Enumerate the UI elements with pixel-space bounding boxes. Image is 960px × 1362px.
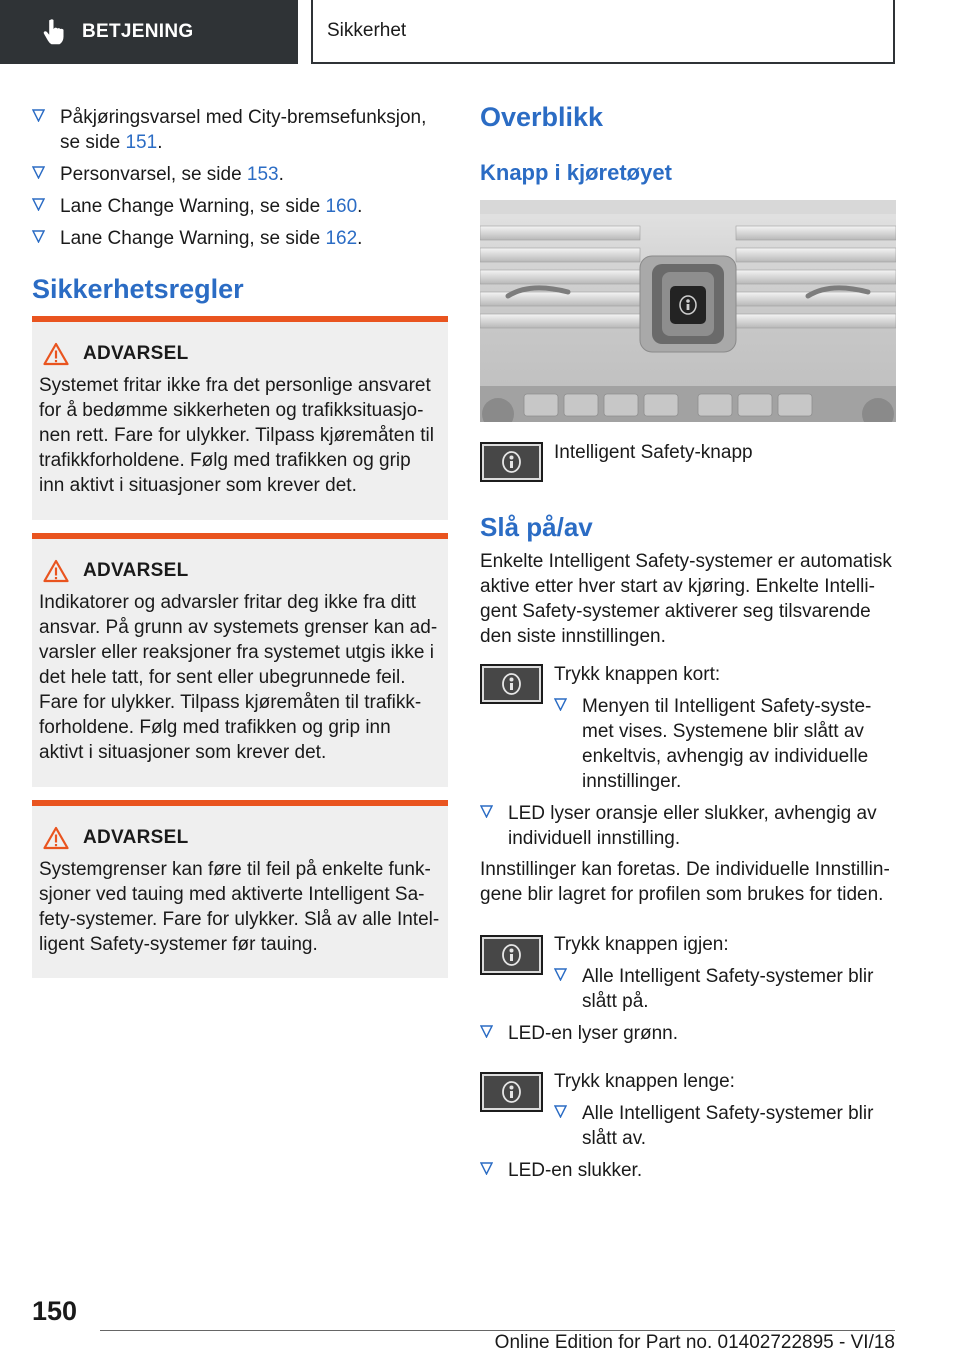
page-link[interactable]: 151: [125, 132, 158, 153]
intelligent-safety-button-icon: [480, 935, 543, 975]
button-in-vehicle-heading: Knapp i kjøretøyet: [480, 160, 672, 185]
triangle-bullet-icon: [554, 968, 567, 981]
page-number: 150: [32, 1296, 78, 1326]
list-item: [480, 801, 896, 851]
triangle-bullet-icon: [480, 1162, 493, 1175]
section-header: [311, 0, 895, 64]
triangle-bullet-icon: [32, 198, 45, 211]
bullet-suffix: .: [157, 132, 163, 153]
button-caption: Intelligent Safety-knapp: [554, 442, 753, 463]
warning-text: Systemgrenser kan føre til feil på enkelte funksjoner ved tauing med aktiverte Intelligent Safety-systemer. Fare for ulykker. Slå av alle Intelligent Safety-systemer før tauing.: [39, 859, 440, 955]
triangle-bullet-icon: [32, 109, 45, 122]
bullet-suffix: .: [278, 164, 284, 185]
triangle-bullet-icon: [554, 1105, 567, 1118]
press-again-text: Trykk knappen igjen:: [554, 934, 729, 955]
warning-box: [32, 316, 448, 520]
list-item: [32, 162, 448, 187]
triangle-bullet-icon: [32, 166, 45, 179]
triangle-bullet-icon: [480, 1025, 493, 1038]
intelligent-safety-button-icon: [480, 664, 543, 704]
bullet-text: Lane Change Warning, se side: [60, 196, 326, 217]
warning-text: Systemet fritar ikke fra det personlige ansvaret for å bedømme sikkerheten og trafikksituasjonen rett. Fare for ulykker. Tilpass kjøremåten til trafikkforholdene. Følg med trafikken og grip inn aktivt i situasjoner som krever det.: [39, 375, 434, 496]
settings-text: Innstillinger kan foretas. De individuelle Innstillingene blir lagret for profilen som brukes for tiden.: [480, 859, 890, 905]
chapter-title: BETJENING: [82, 21, 194, 42]
page-link[interactable]: 162: [325, 228, 358, 249]
warning-box: [32, 800, 448, 978]
bullet-suffix: .: [357, 196, 363, 217]
list-item: [480, 1021, 896, 1046]
bullet-text: Personvarsel, se side: [60, 164, 247, 185]
list-item: [480, 1158, 896, 1183]
bullet-text: Menyen til Intelligent Safety-systemet vises. Systemene blir slått av enkeltvis, avhengig av individuelle innstillinger.: [582, 696, 872, 792]
page-link[interactable]: 153: [246, 164, 279, 185]
bullet-text: LED-en lyser grønn.: [508, 1023, 679, 1044]
intelligent-safety-button-icon: [480, 442, 543, 482]
triangle-bullet-icon: [480, 805, 493, 818]
edition-text: Online Edition for Part no. 01402722895 - VI/18: [494, 1332, 895, 1353]
page-link[interactable]: 160: [325, 196, 358, 217]
chapter-tab[interactable]: [0, 0, 298, 64]
dashboard-button-photo: [480, 200, 896, 422]
on-off-heading: Slå på/av: [480, 512, 593, 542]
list-item: [32, 194, 448, 219]
list-item: [32, 226, 448, 251]
hand-pointer-icon: [42, 18, 68, 46]
warning-title: ADVARSEL: [83, 560, 189, 581]
warning-triangle-icon: [43, 826, 69, 850]
bullet-text: LED-en slukker.: [508, 1160, 643, 1181]
short-press-text: Trykk knappen kort:: [554, 664, 721, 685]
triangle-bullet-icon: [554, 698, 567, 711]
warning-box: [32, 533, 448, 787]
warning-title: ADVARSEL: [83, 343, 189, 364]
section-title: Sikkerhet: [327, 20, 407, 41]
list-item: [554, 694, 896, 794]
bullet-suffix: .: [357, 228, 363, 249]
triangle-bullet-icon: [32, 230, 45, 243]
bullet-text: Alle Intelligent Safety-systemer blir slått av.: [582, 1103, 874, 1149]
intelligent-safety-button-icon: [480, 1072, 543, 1112]
bullet-text: Alle Intelligent Safety-systemer blir slått på.: [582, 966, 874, 1012]
bullet-text: Påkjøringsvarsel med City-bremsefunksjon, se side: [60, 107, 427, 153]
list-item: [554, 1101, 896, 1151]
warning-triangle-icon: [43, 559, 69, 583]
warning-title: ADVARSEL: [83, 827, 189, 848]
footer-divider: [100, 1330, 895, 1331]
list-item: [32, 105, 448, 155]
long-press-text: Trykk knappen lenge:: [554, 1071, 735, 1092]
bullet-text: LED lyser oransje eller slukker, avhengig av individuell innstilling.: [508, 803, 877, 849]
overview-heading: Overblikk: [480, 102, 604, 132]
bullet-text: Lane Change Warning, se side: [60, 228, 326, 249]
safety-rules-heading: Sikkerhetsregler: [32, 274, 244, 304]
warning-text: Indikatorer og advarsler fritar deg ikke fra ditt ansvar. På grunn av systemets grenser kan advarsler eller reaksjoner fra systemet utgis ikke i det hele tatt, for sent eller ubegrunnede feil. Fare for ulykker. Tilpass kjøremåten til trafikkforholdene. Følg med trafikken og grip inn aktivt i situasjoner som krever det.: [39, 592, 438, 763]
on-off-intro: Enkelte Intelligent Safety-systemer er automatisk aktive etter hver start av kjøring. Enkelte Intelligent Safety-systemer aktiverer seg tilsvarende den siste innstillingen.: [480, 551, 892, 647]
warning-triangle-icon: [43, 342, 69, 366]
list-item: [554, 964, 896, 1014]
